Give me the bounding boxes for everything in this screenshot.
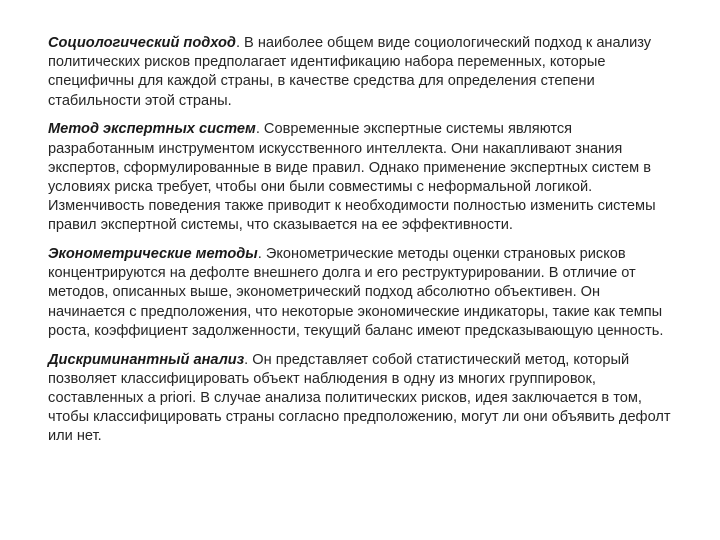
term-discriminant-analysis: Дискриминантный анализ — [48, 351, 245, 368]
paragraph-text: . Он представляет собой статистический метод, который позволяет классифицировать объект наблюдения в одну из многих группировок, составленных a priori. В случае анализа политических рисков, идея заключается в том, чтобы классифицировать страны согласно предположению, могут ли они объявить дефолт или нет. — [48, 351, 671, 445]
text-body — [48, 34, 676, 456]
term-econometric-methods: Эконометрические методы — [48, 246, 258, 263]
term-expert-systems: Метод экспертных систем — [48, 121, 256, 138]
paragraph-text: . Современные экспертные системы являются разработанным инструментом искусственного интеллекта. Они накапливают знания экспертов, сформулированные в виде правил. Однако применение экспертных систем в условиях риска требует, чтобы они были совместимы с неформальной логикой. Изменчивость поведения также приводит к необходимости полностью изменить системы правил экспертной системы, что сказывается на ее эффективности. — [48, 121, 656, 234]
paragraph-econometric-methods — [48, 245, 676, 341]
paragraph-sociological-approach — [48, 34, 676, 111]
term-sociological-approach: Социологический подход — [48, 35, 236, 51]
paragraph-discriminant-analysis — [48, 351, 676, 447]
paragraph-text: . В наиболее общем виде социологический подход к анализу политических рисков предполагает идентификацию набора переменных, которые специфичны для каждой страны, в качестве средства для определения степени стабильности этой страны. — [48, 35, 652, 109]
paragraph-text: . Эконометрические методы оценки страновых рисков концентрируются на дефолте внешнего долга и его реструктурировании. В отличие от методов, описанных выше, эконометрический подход абсолютно объективен. Он начинается с предположения, что некоторые экономические индикаторы, такие как темпы роста, коэффициент задолженности, текущий баланс имеют предсказывающую ценность. — [48, 246, 664, 339]
paragraph-expert-systems — [48, 120, 676, 235]
